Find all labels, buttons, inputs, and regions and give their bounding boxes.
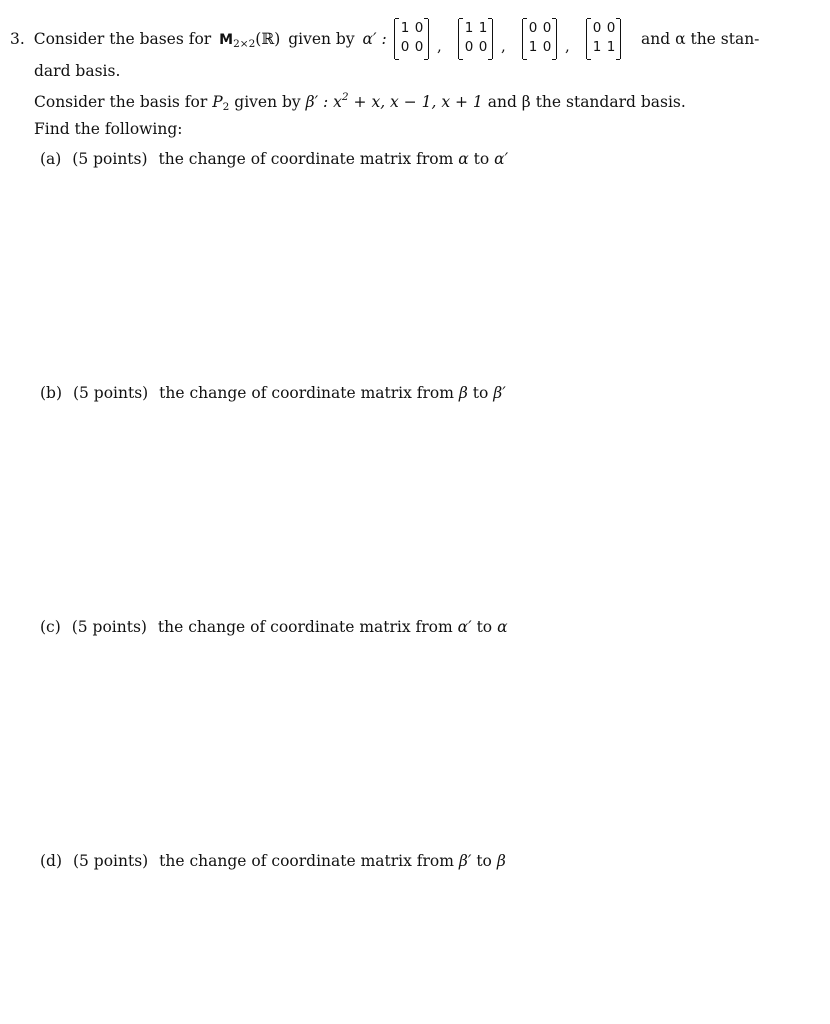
- part-d: [40, 852, 506, 870]
- part-a: [40, 150, 508, 168]
- poly-space-symbol: P: [212, 93, 223, 111]
- matrix-separator: ,: [437, 37, 442, 55]
- line3-outro: and β the standard basis.: [487, 93, 686, 111]
- matrix-entry: 0: [464, 39, 474, 55]
- part-to-basis: α: [497, 618, 508, 636]
- intro-text: Consider the bases for: [33, 30, 212, 48]
- part-label: (b): [40, 384, 63, 402]
- problem-number: 3.: [10, 30, 25, 48]
- part-to-word: to: [472, 384, 489, 402]
- part-from-basis: β′: [458, 852, 472, 870]
- and-alpha-text: and α the stan-: [641, 30, 760, 48]
- part-c: [40, 618, 508, 636]
- basis-matrix: [586, 19, 621, 59]
- part-label: (c): [40, 618, 61, 636]
- matrix-entry: 0: [414, 20, 424, 36]
- part-from-basis: β: [458, 384, 468, 402]
- part-from-basis: α: [458, 150, 469, 168]
- problem-line-1: [10, 30, 387, 50]
- basis-matrix: [394, 19, 429, 59]
- matrix-separator: ,: [501, 37, 506, 55]
- matrix-entry: 1: [592, 39, 602, 55]
- given-by-text: given by: [288, 30, 355, 48]
- part-from-basis: α′: [457, 618, 472, 636]
- problem-line-3: [34, 91, 686, 113]
- matrix-entry: 1: [464, 20, 474, 36]
- part-points: (5 points): [71, 618, 147, 636]
- beta-prime-definition: [306, 93, 483, 111]
- part-to-word: to: [476, 618, 493, 636]
- part-text: the change of coordinate matrix from: [159, 384, 454, 402]
- line3-intro: Consider the basis for: [34, 93, 208, 111]
- poly-space-subscript: 2: [222, 101, 230, 113]
- matrix-entry: 0: [528, 20, 538, 36]
- alpha-prime-label: α′ :: [362, 30, 387, 48]
- part-text: the change of coordinate matrix from: [158, 150, 454, 168]
- matrix-entry: 0: [400, 39, 410, 55]
- matrix-space-symbol: M: [219, 32, 234, 48]
- beta-prime-def-part-a: β′ : x: [305, 93, 342, 111]
- basis-matrix: [522, 19, 557, 59]
- matrix-entry: 1: [478, 20, 488, 36]
- matrix-space-field: (ℝ): [255, 30, 281, 48]
- part-text: the change of coordinate matrix from: [159, 852, 454, 870]
- matrix-entry: 0: [606, 20, 616, 36]
- find-following-text: Find the following:: [34, 120, 183, 138]
- part-to-basis: β′: [493, 384, 506, 402]
- part-label: (d): [40, 852, 63, 870]
- part-points: (5 points): [72, 150, 148, 168]
- part-label: (a): [40, 150, 62, 168]
- part-to-word: to: [476, 852, 492, 870]
- matrix-separator: ,: [565, 37, 570, 55]
- matrix-space: [219, 30, 280, 48]
- matrix-entry: 0: [478, 39, 488, 55]
- part-to-basis: β: [496, 852, 506, 870]
- matrix-entry: 1: [528, 39, 538, 55]
- matrix-entry: 1: [606, 39, 616, 55]
- matrix-space-subscript: 2×2: [233, 38, 256, 50]
- matrix-entry: 1: [400, 20, 410, 36]
- matrix-entry: 0: [414, 39, 424, 55]
- part-text: the change of coordinate matrix from: [157, 618, 453, 636]
- line3-given-by: given by: [234, 93, 301, 111]
- matrix-entry: 0: [542, 39, 552, 55]
- beta-prime-def-part-b: + x, x − 1, x + 1: [348, 93, 483, 111]
- matrix-entry: 0: [542, 20, 552, 36]
- part-points: (5 points): [72, 384, 149, 402]
- part-to-word: to: [473, 150, 490, 168]
- problem-line-2: dard basis.: [34, 62, 121, 80]
- matrix-entry: 0: [592, 20, 602, 36]
- basis-matrix: [458, 19, 493, 59]
- part-to-basis: α′: [494, 150, 509, 168]
- beta-prime-def-exponent: 2: [341, 91, 349, 103]
- part-b: [40, 384, 506, 402]
- part-points: (5 points): [72, 852, 149, 870]
- poly-space: [212, 93, 229, 111]
